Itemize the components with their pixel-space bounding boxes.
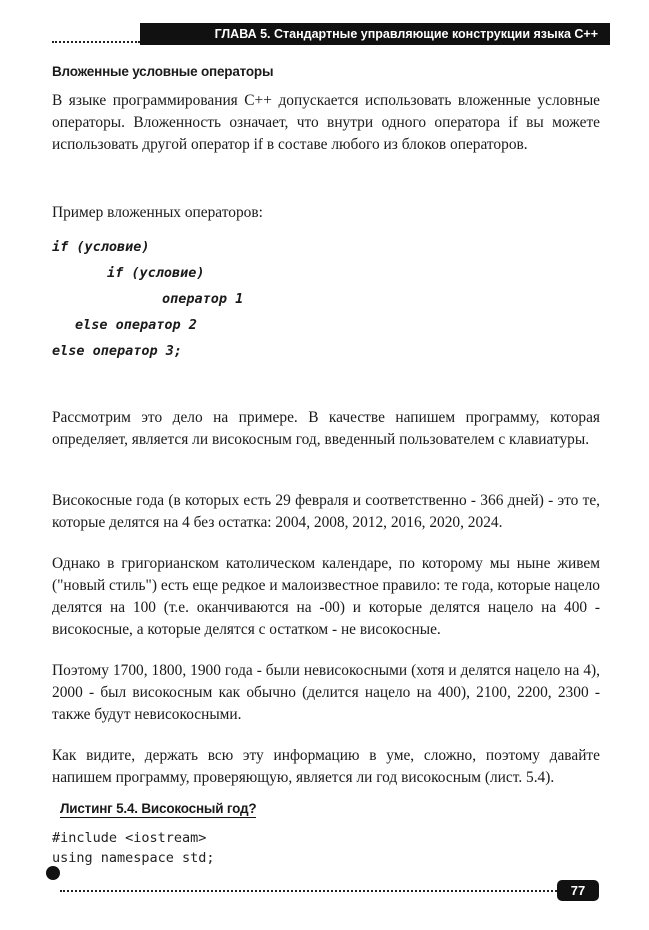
- paragraph-leap-years: Високосные года (в которых есть 29 февраля и соответственно - 366 дней) - это те, которые делятся на 4 без остатка: 2004, 2008, 2012, 2016, 2020, 2024.: [52, 492, 600, 531]
- syntax-line-5: else оператор 3;: [52, 343, 183, 359]
- paragraph-program-intro: Как видите, держать всю эту информацию в уме, сложно, поэтому давайте напишем программу, проверяющую, является ли год високосным (лист. 5.4).: [52, 747, 600, 786]
- syntax-line-1: if (условие): [52, 239, 150, 255]
- footer-dotted-rule: [60, 890, 557, 892]
- syntax-line-3: оператор 1: [162, 291, 244, 307]
- section-title: Вложенные условные операторы: [52, 64, 274, 79]
- paragraph-example-intro: Рассмотрим это дело на примере. В качестве напишем программу, которая определяет, является ли високосным год, введенный пользователем с клавиатуры.: [52, 409, 600, 448]
- paragraph-example-label: Пример вложенных операторов:: [52, 204, 263, 221]
- header-dotted-rule: [52, 41, 140, 43]
- syntax-line-2: if (условие): [107, 265, 205, 281]
- code-line-namespace: using namespace std;: [52, 850, 215, 866]
- page-number: 77: [557, 880, 599, 901]
- paragraph-intro: В языке программирования С++ допускается использовать вложенные условные операторы. Вложенность означает, что внутри одного оператора if вы можете использовать другой оператор if в составе любого из блоков операторов.: [52, 92, 600, 153]
- paragraph-century-years: Поэтому 1700, 1800, 1900 года - были невисокосными (хотя и делятся нацело на 4), 2000 - был високосным как обычно (делится нацело на 400), 2100, 2200, 2300 - также будут невисокосными.: [52, 662, 600, 723]
- listing-title: Листинг 5.4. Високосный год?: [60, 801, 257, 816]
- syntax-line-4: else оператор 2: [75, 317, 197, 333]
- chapter-header: ГЛАВА 5. Стандартные управляющие конструкции языка С++: [140, 23, 610, 45]
- paragraph-gregorian-rule: Однако в григорианском католическом календаре, по которому мы ныне живем ("новый стиль") есть еще редкое и малоизвестное правило: те года, которые нацело делятся на 100 (т.е. оканчиваются на -00) и которые делятся нацело на 400 - високосные, а которые делятся с остатком - не високосные.: [52, 555, 600, 638]
- footer-bullet: [46, 866, 60, 880]
- code-line-include: #include <iostream>: [52, 830, 207, 846]
